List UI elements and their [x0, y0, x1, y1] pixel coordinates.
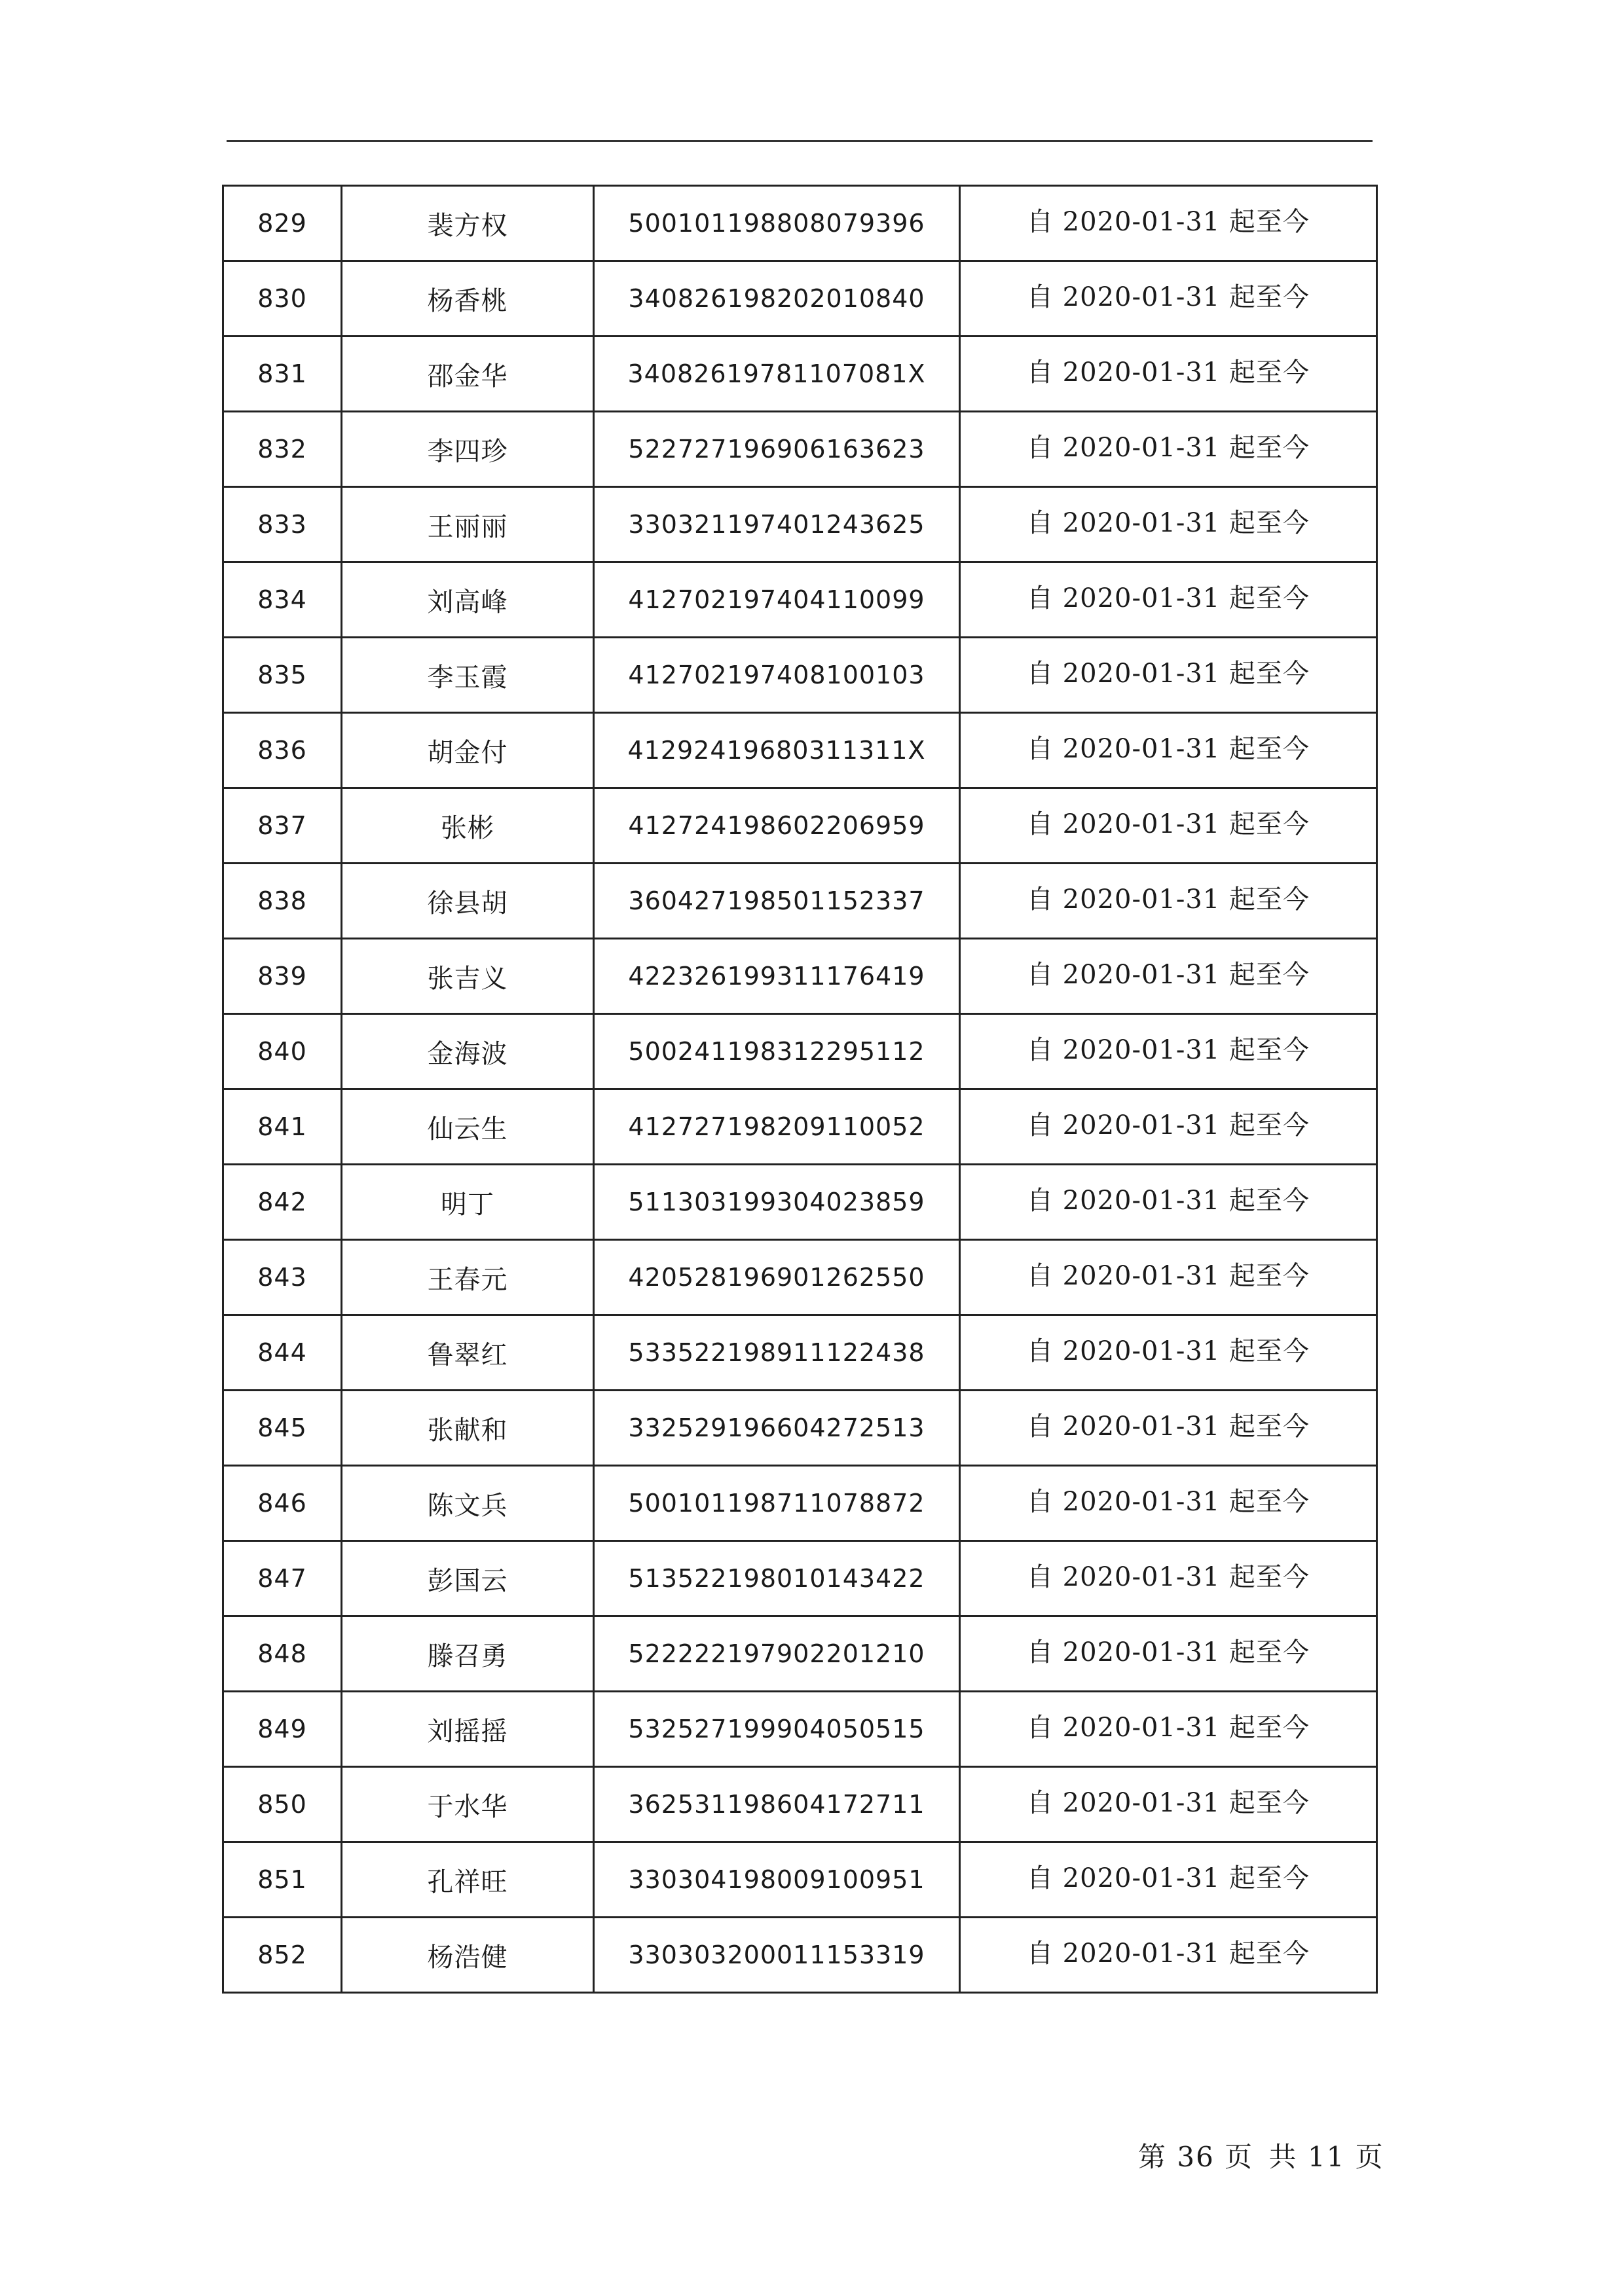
row-number-cell — [223, 1541, 342, 1616]
name-cell — [342, 713, 594, 788]
id-number-cell — [594, 638, 960, 713]
table-row — [223, 412, 1377, 487]
row-number-cell-text: 845 — [257, 1413, 307, 1442]
row-number-cell-text: 849 — [257, 1715, 307, 1743]
id-number-cell-text: 412724198602206959 — [628, 811, 925, 840]
id-number-cell-text: 522727196906163623 — [628, 435, 925, 464]
row-number-cell-text: 847 — [257, 1564, 307, 1593]
table-row — [223, 864, 1377, 939]
table-row — [223, 562, 1377, 638]
page-number-label: 第 36 页 — [1138, 2141, 1254, 2173]
period-cell — [960, 864, 1377, 939]
name-cell-text: 孔祥旺 — [427, 1867, 508, 1897]
name-cell-text: 鲁翠红 — [427, 1339, 508, 1370]
period-cell-text: 自 2020-01-31 起至今 — [1026, 959, 1310, 990]
row-number-cell — [223, 1089, 342, 1165]
row-number-cell-text: 834 — [257, 585, 307, 614]
row-number-cell-text: 840 — [257, 1037, 307, 1066]
row-number-cell — [223, 1692, 342, 1767]
name-cell-text: 金海波 — [427, 1038, 508, 1069]
id-number-cell — [594, 1466, 960, 1541]
period-cell — [960, 1842, 1377, 1918]
name-cell — [342, 1616, 594, 1692]
period-cell — [960, 562, 1377, 638]
period-cell — [960, 1918, 1377, 1993]
period-cell-text: 自 2020-01-31 起至今 — [1026, 1411, 1310, 1442]
id-number-cell-text: 41292419680311311X — [627, 736, 926, 765]
id-number-cell-text: 522222197902201210 — [628, 1639, 925, 1668]
id-number-cell — [594, 788, 960, 864]
period-cell-text: 自 2020-01-31 起至今 — [1026, 1034, 1310, 1065]
name-cell-text: 彭国云 — [427, 1565, 508, 1596]
id-number-cell-text: 360427198501152337 — [628, 886, 925, 915]
row-number-cell — [223, 864, 342, 939]
period-cell — [960, 788, 1377, 864]
period-cell-text: 自 2020-01-31 起至今 — [1026, 1185, 1310, 1216]
row-number-cell — [223, 1165, 342, 1240]
period-cell-text: 自 2020-01-31 起至今 — [1026, 1561, 1310, 1592]
name-cell-text: 胡金付 — [427, 737, 508, 768]
period-cell — [960, 186, 1377, 261]
name-cell-text: 徐县胡 — [427, 888, 508, 919]
table-row — [223, 487, 1377, 562]
period-cell — [960, 713, 1377, 788]
table-row — [223, 1391, 1377, 1466]
period-cell — [960, 1165, 1377, 1240]
id-number-cell-text: 412727198209110052 — [628, 1112, 925, 1141]
record-table — [222, 185, 1378, 1994]
id-number-cell-text: 513522198010143422 — [628, 1564, 925, 1593]
id-number-cell-text: 500241198312295112 — [628, 1037, 925, 1066]
period-cell — [960, 1240, 1377, 1315]
id-number-cell — [594, 1089, 960, 1165]
id-number-cell — [594, 1014, 960, 1089]
name-cell — [342, 261, 594, 337]
period-cell-text: 自 2020-01-31 起至今 — [1026, 206, 1310, 237]
row-number-cell — [223, 713, 342, 788]
id-number-cell-text: 422326199311176419 — [628, 962, 925, 991]
period-cell-text: 自 2020-01-31 起至今 — [1026, 1336, 1310, 1366]
period-cell — [960, 261, 1377, 337]
period-cell-text: 自 2020-01-31 起至今 — [1026, 507, 1310, 538]
name-cell — [342, 1842, 594, 1918]
id-number-cell — [594, 1315, 960, 1391]
row-number-cell-text: 837 — [257, 811, 307, 840]
table-row — [223, 1616, 1377, 1692]
period-cell — [960, 1541, 1377, 1616]
id-number-cell-text: 500101198711078872 — [628, 1489, 925, 1518]
row-number-cell-text: 850 — [257, 1790, 307, 1819]
id-number-cell — [594, 562, 960, 638]
period-cell-text: 自 2020-01-31 起至今 — [1026, 1712, 1310, 1743]
name-cell — [342, 1391, 594, 1466]
id-number-cell — [594, 713, 960, 788]
table-row — [223, 1315, 1377, 1391]
period-cell-text: 自 2020-01-31 起至今 — [1026, 809, 1310, 839]
row-number-cell — [223, 788, 342, 864]
name-cell — [342, 186, 594, 261]
id-number-cell — [594, 261, 960, 337]
id-number-cell-text: 533522198911122438 — [628, 1338, 925, 1367]
name-cell — [342, 1767, 594, 1842]
row-number-cell-text: 836 — [257, 736, 307, 765]
period-cell-text: 自 2020-01-31 起至今 — [1026, 1260, 1310, 1291]
id-number-cell — [594, 186, 960, 261]
name-cell-text: 裴方权 — [427, 210, 508, 241]
page-footer — [1135, 2136, 1387, 2175]
id-number-cell-text: 330303200011153319 — [628, 1941, 925, 1969]
name-cell — [342, 788, 594, 864]
id-number-cell-text: 330304198009100951 — [628, 1865, 925, 1894]
row-number-cell-text: 839 — [257, 962, 307, 991]
table-row — [223, 939, 1377, 1014]
name-cell — [342, 1014, 594, 1089]
period-cell-text: 自 2020-01-31 起至今 — [1026, 357, 1310, 388]
table-row — [223, 1089, 1377, 1165]
period-cell-text: 自 2020-01-31 起至今 — [1026, 1637, 1310, 1667]
period-cell — [960, 638, 1377, 713]
row-number-cell — [223, 939, 342, 1014]
name-cell-text: 王丽丽 — [427, 511, 508, 542]
row-number-cell — [223, 487, 342, 562]
table-row — [223, 1466, 1377, 1541]
id-number-cell — [594, 1842, 960, 1918]
id-number-cell — [594, 1918, 960, 1993]
id-number-cell-text: 532527199904050515 — [628, 1715, 925, 1743]
row-number-cell — [223, 1466, 342, 1541]
table-row — [223, 186, 1377, 261]
id-number-cell-text: 500101198808079396 — [628, 209, 925, 238]
row-number-cell — [223, 337, 342, 412]
table-row — [223, 1240, 1377, 1315]
id-number-cell — [594, 1240, 960, 1315]
name-cell — [342, 1541, 594, 1616]
name-cell — [342, 562, 594, 638]
name-cell-text: 王春元 — [427, 1264, 508, 1295]
period-cell-text: 自 2020-01-31 起至今 — [1026, 583, 1310, 613]
period-cell-text: 自 2020-01-31 起至今 — [1026, 658, 1310, 689]
row-number-cell-text: 851 — [257, 1865, 307, 1894]
id-number-cell-text: 420528196901262550 — [628, 1263, 925, 1292]
name-cell — [342, 1165, 594, 1240]
id-number-cell — [594, 412, 960, 487]
period-cell — [960, 1767, 1377, 1842]
id-number-cell-text: 330321197401243625 — [628, 510, 925, 539]
id-number-cell-text: 34082619781107081X — [627, 359, 926, 388]
row-number-cell-text: 848 — [257, 1639, 307, 1668]
table-row — [223, 1692, 1377, 1767]
id-number-cell — [594, 1616, 960, 1692]
name-cell — [342, 1315, 594, 1391]
row-number-cell — [223, 1391, 342, 1466]
period-cell-text: 自 2020-01-31 起至今 — [1026, 884, 1310, 915]
table-row — [223, 788, 1377, 864]
id-number-cell — [594, 1165, 960, 1240]
name-cell-text: 李四珍 — [427, 436, 508, 467]
name-cell — [342, 1692, 594, 1767]
row-number-cell-text: 835 — [257, 661, 307, 689]
name-cell-text: 刘摇摇 — [427, 1716, 508, 1747]
id-number-cell-text: 332529196604272513 — [628, 1413, 925, 1442]
table-row — [223, 337, 1377, 412]
name-cell — [342, 1466, 594, 1541]
id-number-cell — [594, 337, 960, 412]
table-row — [223, 1767, 1377, 1842]
name-cell — [342, 337, 594, 412]
header-rule — [227, 140, 1373, 142]
row-number-cell — [223, 261, 342, 337]
id-number-cell — [594, 487, 960, 562]
name-cell-text: 仙云生 — [427, 1114, 508, 1144]
name-cell — [342, 638, 594, 713]
name-cell-text: 邵金华 — [427, 361, 508, 392]
id-number-cell-text: 362531198604172711 — [628, 1790, 925, 1819]
name-cell — [342, 864, 594, 939]
table-row — [223, 261, 1377, 337]
table-row — [223, 638, 1377, 713]
period-cell-text: 自 2020-01-31 起至今 — [1026, 282, 1310, 312]
period-cell-text: 自 2020-01-31 起至今 — [1026, 1787, 1310, 1818]
name-cell — [342, 1240, 594, 1315]
row-number-cell-text: 830 — [257, 284, 307, 313]
name-cell-text: 杨香桃 — [427, 285, 508, 316]
period-cell — [960, 1089, 1377, 1165]
row-number-cell — [223, 1918, 342, 1993]
period-cell — [960, 1014, 1377, 1089]
name-cell-text: 陈文兵 — [427, 1490, 508, 1521]
page-total-label: 共 11 页 — [1268, 2141, 1384, 2173]
id-number-cell — [594, 864, 960, 939]
row-number-cell-text: 829 — [257, 209, 307, 238]
period-cell — [960, 337, 1377, 412]
period-cell-text: 自 2020-01-31 起至今 — [1026, 1110, 1310, 1140]
period-cell-text: 自 2020-01-31 起至今 — [1026, 1938, 1310, 1969]
row-number-cell — [223, 1014, 342, 1089]
period-cell — [960, 1315, 1377, 1391]
name-cell — [342, 1089, 594, 1165]
row-number-cell-text: 832 — [257, 435, 307, 464]
id-number-cell — [594, 1692, 960, 1767]
row-number-cell-text: 838 — [257, 886, 307, 915]
row-number-cell-text: 852 — [257, 1941, 307, 1969]
period-cell-text: 自 2020-01-31 起至今 — [1026, 733, 1310, 764]
id-number-cell — [594, 1767, 960, 1842]
row-number-cell-text: 831 — [257, 359, 307, 388]
period-cell — [960, 1616, 1377, 1692]
period-cell-text: 自 2020-01-31 起至今 — [1026, 1863, 1310, 1893]
row-number-cell — [223, 412, 342, 487]
row-number-cell-text: 844 — [257, 1338, 307, 1367]
period-cell — [960, 1692, 1377, 1767]
name-cell — [342, 939, 594, 1014]
name-cell-text: 滕召勇 — [427, 1641, 508, 1671]
period-cell — [960, 1466, 1377, 1541]
row-number-cell-text: 846 — [257, 1489, 307, 1518]
table-row — [223, 1541, 1377, 1616]
row-number-cell — [223, 1616, 342, 1692]
name-cell-text: 张彬 — [441, 812, 494, 843]
name-cell — [342, 1918, 594, 1993]
row-number-cell — [223, 1842, 342, 1918]
row-number-cell-text: 842 — [257, 1188, 307, 1216]
period-cell-text: 自 2020-01-31 起至今 — [1026, 432, 1310, 463]
id-number-cell — [594, 1541, 960, 1616]
period-cell — [960, 412, 1377, 487]
name-cell-text: 杨浩健 — [427, 1942, 508, 1973]
name-cell-text: 张献和 — [427, 1415, 508, 1446]
period-cell — [960, 939, 1377, 1014]
row-number-cell — [223, 1767, 342, 1842]
id-number-cell — [594, 1391, 960, 1466]
row-number-cell — [223, 562, 342, 638]
id-number-cell-text: 511303199304023859 — [628, 1188, 925, 1216]
row-number-cell-text: 833 — [257, 510, 307, 539]
period-cell-text: 自 2020-01-31 起至今 — [1026, 1486, 1310, 1517]
record-table-body — [223, 186, 1377, 1993]
period-cell — [960, 1391, 1377, 1466]
name-cell — [342, 412, 594, 487]
name-cell-text: 刘高峰 — [427, 587, 508, 617]
table-row — [223, 1842, 1377, 1918]
row-number-cell — [223, 1240, 342, 1315]
table-row — [223, 713, 1377, 788]
row-number-cell — [223, 638, 342, 713]
name-cell-text: 李玉霞 — [427, 662, 508, 693]
row-number-cell-text: 841 — [257, 1112, 307, 1141]
id-number-cell-text: 340826198202010840 — [628, 284, 925, 313]
name-cell-text: 明丁 — [441, 1189, 494, 1220]
id-number-cell — [594, 939, 960, 1014]
name-cell-text: 张吉义 — [427, 963, 508, 994]
table-row — [223, 1014, 1377, 1089]
id-number-cell-text: 412702197404110099 — [628, 585, 925, 614]
period-cell — [960, 487, 1377, 562]
table-row — [223, 1165, 1377, 1240]
row-number-cell — [223, 186, 342, 261]
row-number-cell-text: 843 — [257, 1263, 307, 1292]
name-cell — [342, 487, 594, 562]
table-row — [223, 1918, 1377, 1993]
row-number-cell — [223, 1315, 342, 1391]
id-number-cell-text: 412702197408100103 — [628, 661, 925, 689]
name-cell-text: 于水华 — [427, 1791, 508, 1822]
